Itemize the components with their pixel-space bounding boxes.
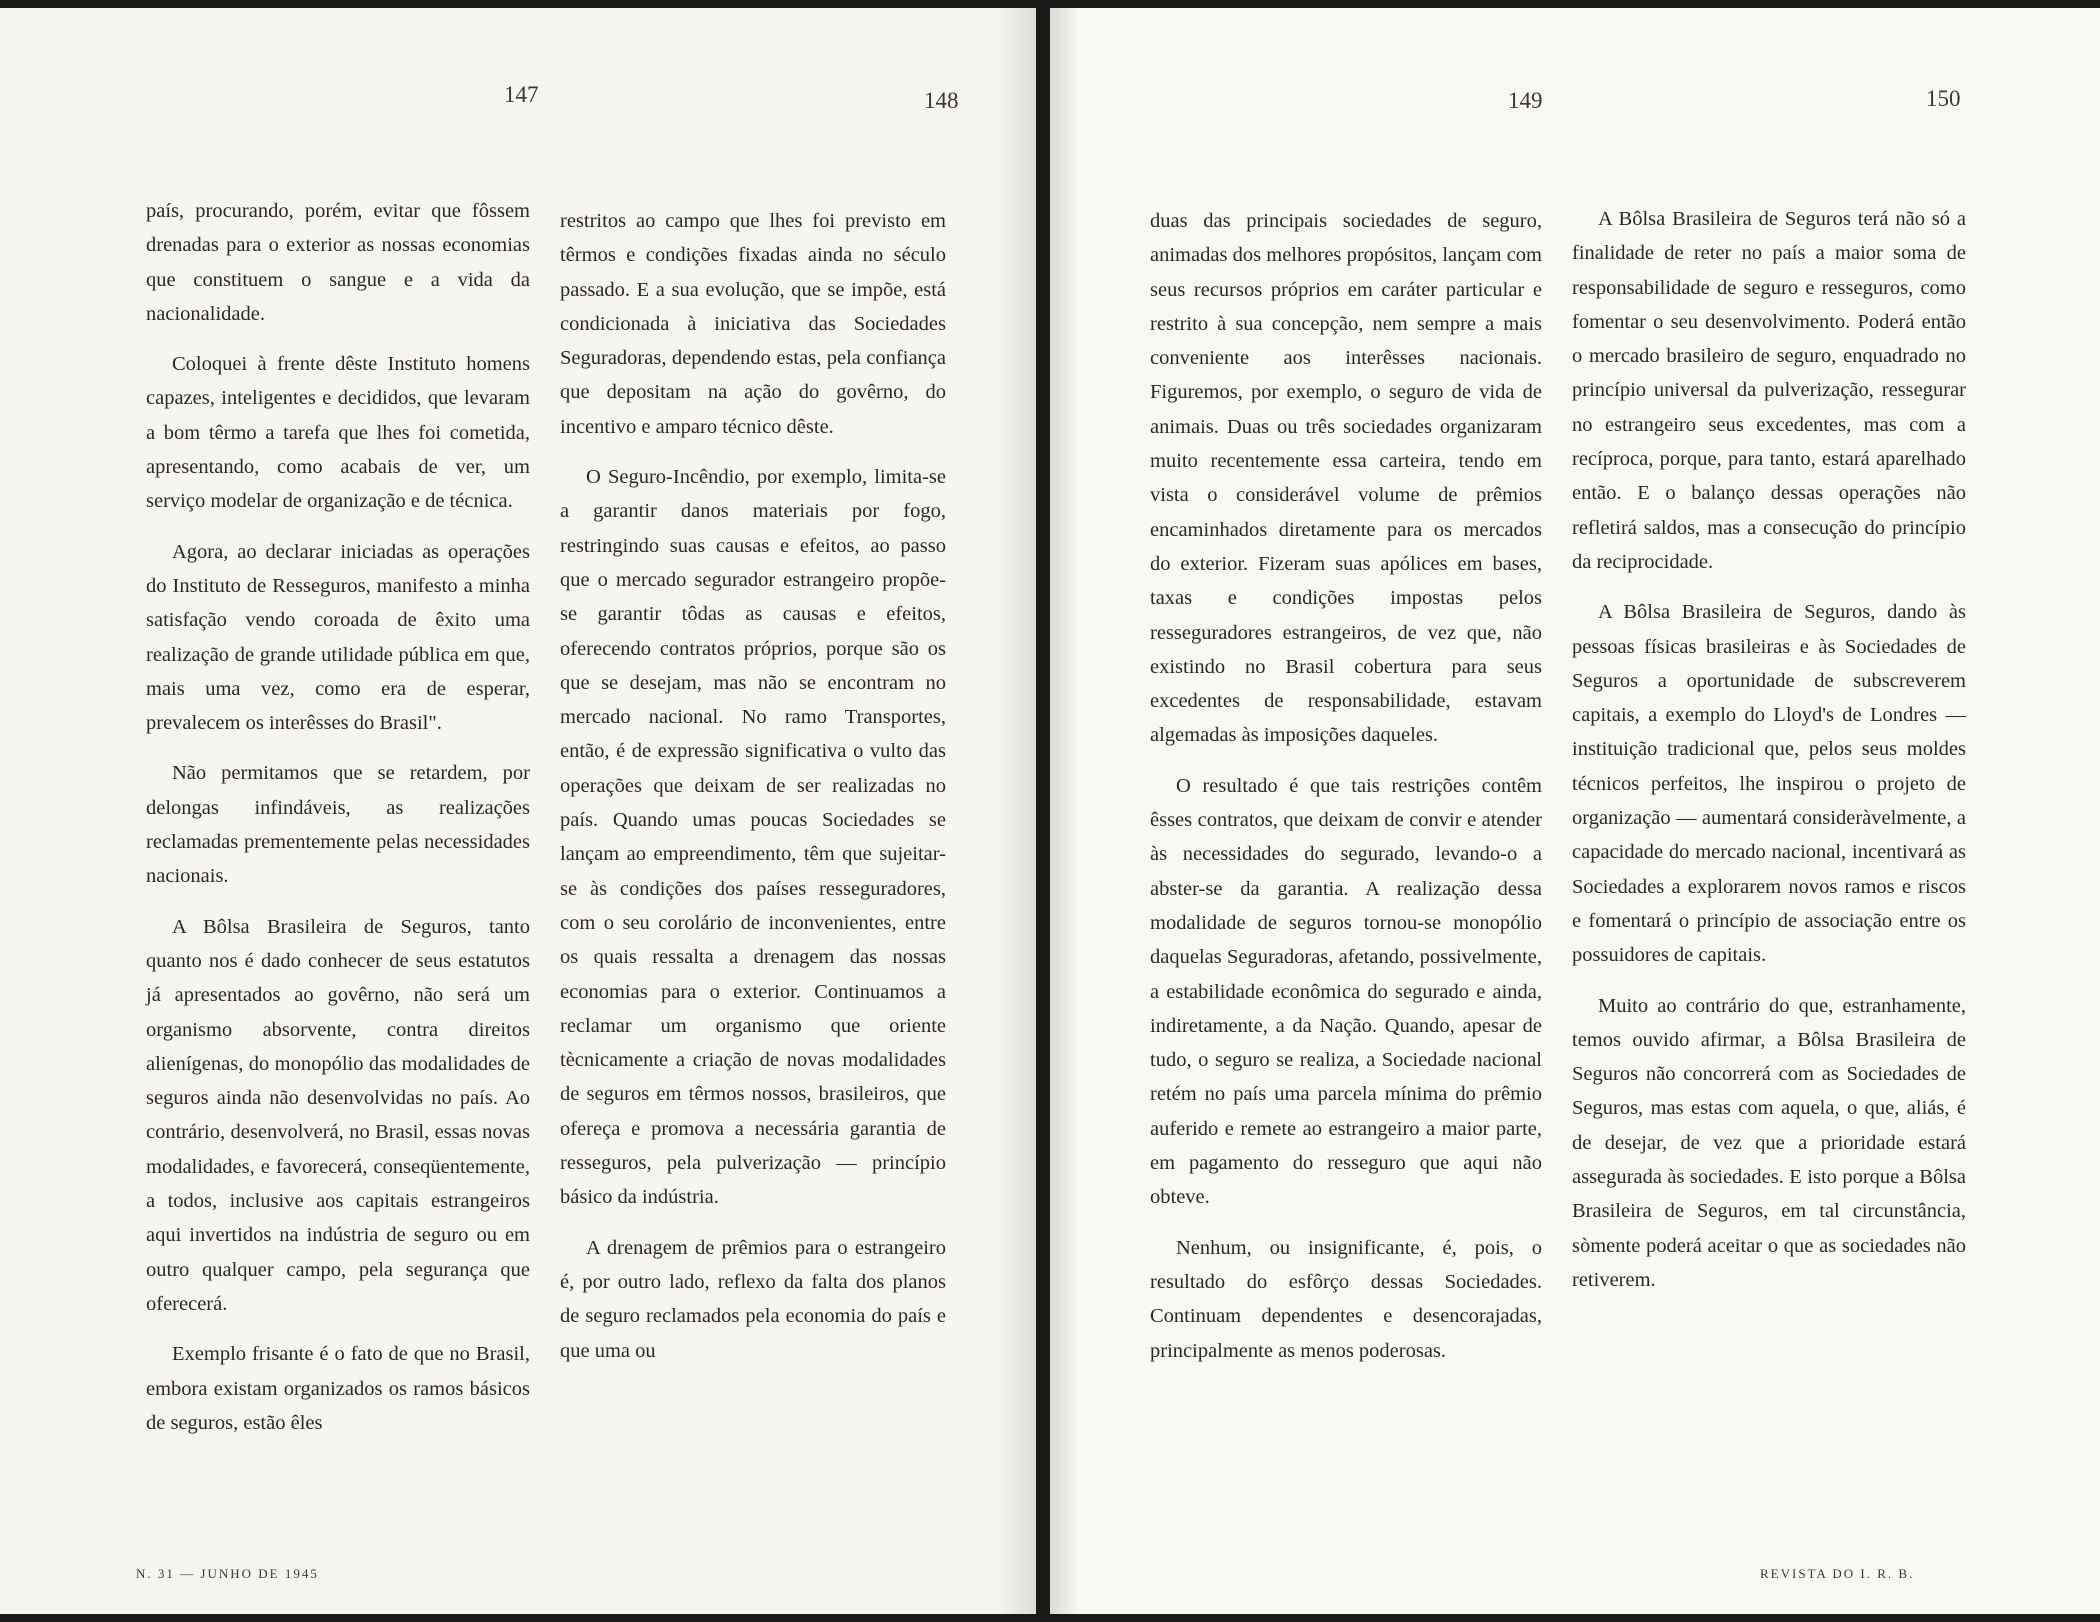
paragraph: restritos ao campo que lhes foi previsto em têrmos e condições fixadas ainda no século passado. E a sua evolução, que se impõe, está condicionada à iniciativa das Sociedades Seguradoras, dependendo estas, pela confiança que depositam na ação do govêrno, do incentivo e amparo técnico dêste. xyxy=(560,210,946,438)
paragraph: O resultado é que tais restrições contêm êsses contratos, que deixam de convir e atender às necessidades do segurado, levando-o a abster-se da garantia. A realização dessa modalidade de seguros tornou-se monopólio daquelas Seguradoras, afetando, possivelmente, a estabilidade econômica do segurado e ainda, indiretamente, a da Nação. Quando, apesar de tudo, o seguro se realiza, a Sociedade nacional retém no país uma parcela mínima do prêmio auferido e remete ao estrangeiro a maior parte, em pagamento do resseguro que aqui não obteve. xyxy=(1150,774,1542,1209)
gutter-shadow xyxy=(1050,8,1080,1614)
paragraph: Agora, ao declarar iniciadas as operações do Instituto de Resseguros, manifesto a minha satisfação vendo coroada de êxito uma realização de grande utilidade pública em que, mais uma vez, como era de esperar, prevalecem os interêsses do Brasil". xyxy=(146,540,530,735)
paragraph: Muito ao contrário do que, estranhamente, temos ouvido afirmar, a Bôlsa Brasileira de Seguros não concorrerá com as Sociedades de Seguros, mas estas com aquela, o que, aliás, é de desejar, de vez que a prioridade estará assegurada às sociedades. E isto porque a Bôlsa Brasileira de Seguros, em tal circunstância, sòmente poderá aceitar o que as sociedades não retiverem. xyxy=(1572,994,1966,1291)
paragraph: A Bôlsa Brasileira de Seguros, dando às pessoas físicas brasileiras e às Sociedades de Seguros a oportunidade de subscreverem capitais, a exemplo do Lloyd's de Londres — instituição tradicional que, pelos seus moldes técnicos perfeitos, lhe inspirou o projeto de organização — aumentará consideràvelmente, a capacidade do mercado nacional, incentivará as Sociedades a explorarem novos ramos e riscos e fomentará o princípio de associação entre os possuidores de capitais. xyxy=(1572,601,1966,967)
paragraph: Exemplo frisante é o fato de que no Brasil, embora existam organizados os ramos básicos de seguros, estão êles xyxy=(146,1343,530,1434)
page-number-150: 150 xyxy=(1926,86,1961,111)
right-page xyxy=(1050,8,2100,1614)
page-number-149: 149 xyxy=(1508,88,1543,113)
paragraph: Não permitamos que se retardem, por delongas infindáveis, as realizações reclamadas prementemente pelas necessidades nacionais. xyxy=(146,762,530,888)
page-number-148: 148 xyxy=(924,88,959,113)
issue-footer: N. 31 — JUNHO DE 1945 xyxy=(136,1566,319,1581)
text-column-2 xyxy=(560,204,946,1384)
paragraph: A Bôlsa Brasileira de Seguros, tanto quanto nos é dado conhecer de seus estatutos já apresentados ao govêrno, não será um organismo absorvente, contra direitos alienígenas, do monopólio das modalidades de seguros ainda não desenvolvidas no país. Ao contrário, desenvolverá, no Brasil, essas novas modalidades, e favorecerá, conseqüentemente, a todos, inclusive aos capitais estrangeiros aqui invertidos na indústria de seguro ou em outro qualquer campo, pela segurança que oferecerá. xyxy=(146,915,530,1315)
page-number-147: 147 xyxy=(504,82,539,107)
left-page xyxy=(0,8,1036,1614)
gutter-shadow xyxy=(996,8,1036,1614)
paragraph: Nenhum, ou insignificante, é, pois, o resultado do esfôrço dessas Sociedades. Continuam dependentes e desencorajadas, principalmente as menos poderosas. xyxy=(1150,1236,1542,1362)
journal-footer: REVISTA DO I. R. B. xyxy=(1760,1566,1915,1581)
text-column-4 xyxy=(1572,202,1966,1313)
paragraph: país, procurando, porém, evitar que fôssem drenadas para o exterior as nossas economias que constituem o sangue e a vida da nacionalidade. xyxy=(146,200,530,325)
paragraph: Coloquei à frente dêste Instituto homens capazes, inteligentes e decididos, que levaram a bom têrmo a tarefa que lhes foi cometida, apresentando, como acabais de ver, um serviço modelar de organização e de técnica. xyxy=(146,353,530,513)
paragraph: A drenagem de prêmios para o estrangeiro é, por outro lado, reflexo da falta dos planos de seguro reclamados pela economia do país e que uma ou xyxy=(560,1236,946,1362)
paragraph: O Seguro-Incêndio, por exemplo, limita-se a garantir danos materiais por fogo, restringindo suas causas e efeitos, ao passo que o mercado segurador estrangeiro propõe-se garantir tôdas as causas e efeitos, oferecendo contratos próprios, porque são os que se desejam, mas não se encontram no mercado nacional. No ramo Transportes, então, é de expressão significativa o vulto das operações que deixam de ser realizadas no país. Quando umas poucas Sociedades se lançam ao empreendimento, têm que sujeitar-se às condições dos países resseguradores, com o seu corolário de inconvenientes, entre os quais ressalta a drenagem das nossas economias para o exterior. Continuamos a reclamar um organismo que oriente tècnicamente a criação de novas modalidades de seguros em têrmos nossos, brasileiros, que ofereça e promova a necessária garantia de resseguros, pela pulverização — princípio básico da indústria. xyxy=(560,466,946,1209)
paragraph: A Bôlsa Brasileira de Seguros terá não só a finalidade de reter no país a maior soma de responsabilidade de seguro e resseguros, como fomentar o seu desenvolvimento. Poderá então o mercado brasileiro de seguro, enquadrado no princípio universal da pulverização, ressegurar no estrangeiro seus excedentes, mas com a recíproca, porque, para tanto, estará aparelhado então. E o balanço dessas operações não refletirá saldos, mas a consecução do princípio da reciprocidade. xyxy=(1572,208,1966,573)
paragraph: duas das principais sociedades de seguro, animadas dos melhores propósitos, lançam com seus recursos próprios em caráter particular e restrito à sua concepção, nem sempre a mais conveniente aos interêsses nacionais. Figuremos, por exemplo, o seguro de vida de animais. Duas ou três sociedades organizaram muito recentemente essa carteira, tendo em vista o considerável volume de prêmios encaminhados diretamente para os mercados do exterior. Fizeram suas apólices em bases, taxas e condições impostas pelos resseguradores estrangeiros, de vez que, não existindo no Brasil cobertura para seus excedentes de responsabilidade, estavam algemadas às imposições daqueles. xyxy=(1150,210,1542,747)
text-column-1 xyxy=(146,194,530,1456)
text-column-3 xyxy=(1150,204,1542,1384)
